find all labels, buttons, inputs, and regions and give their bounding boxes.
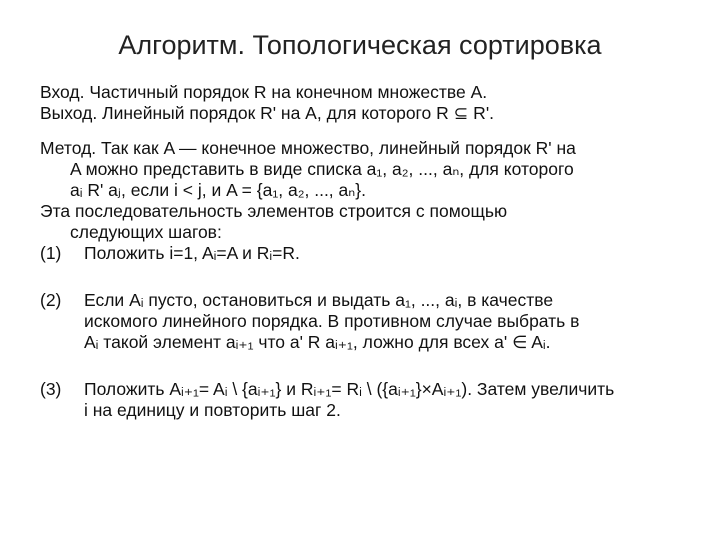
step-1-text: Положить i=1, Aᵢ=A и Rᵢ=R.	[84, 243, 300, 263]
step-3-text-2: i на единицу и повторить шаг 2.	[84, 400, 341, 420]
method-line-1: Метод. Так как A — конечное множество, линейный порядок R' на	[40, 138, 576, 158]
step-3-number: (3)	[40, 379, 62, 399]
step-2-number: (2)	[40, 290, 62, 310]
output-line: Выход. Линейный порядок R' на A, для которого R ⊆ R'.	[40, 103, 495, 123]
step-2	[40, 290, 690, 311]
input-line: Вход. Частичный порядок R на конечном множестве A.	[40, 82, 488, 102]
method-line-3: aᵢ R' aⱼ, если i < j, и A = {a₁, a₂, ..., aₙ}.	[70, 180, 366, 200]
step-2-text-3: Aᵢ такой элемент aᵢ₊₁ что a' R aᵢ₊₁, ложно для всех a' ∈ Aᵢ.	[84, 332, 551, 352]
sequence-line-1: Эта последовательность элементов строится с помощью	[40, 201, 508, 221]
method-line-2: A можно представить в виде списка a₁, a₂, ..., aₙ, для которого	[70, 159, 574, 179]
algorithm-body	[40, 82, 690, 421]
sequence-line-2: следующих шагов:	[70, 222, 222, 242]
step-1-number: (1)	[40, 243, 62, 263]
step-1	[40, 243, 690, 264]
step-3-text-1: Положить Aᵢ₊₁= Aᵢ \ {aᵢ₊₁} и Rᵢ₊₁= Rᵢ \ ({aᵢ₊₁}×Aᵢ₊₁). Затем увеличить	[84, 379, 615, 399]
step-2-text-1: Если Aᵢ пусто, остановиться и выдать a₁, ..., aᵢ, в качестве	[84, 290, 554, 310]
step-3	[40, 379, 690, 400]
step-2-text-2: искомого линейного порядка. В противном случае выбрать в	[84, 311, 580, 331]
page-title: Алгоритм. Топологическая сортировка	[118, 30, 602, 60]
